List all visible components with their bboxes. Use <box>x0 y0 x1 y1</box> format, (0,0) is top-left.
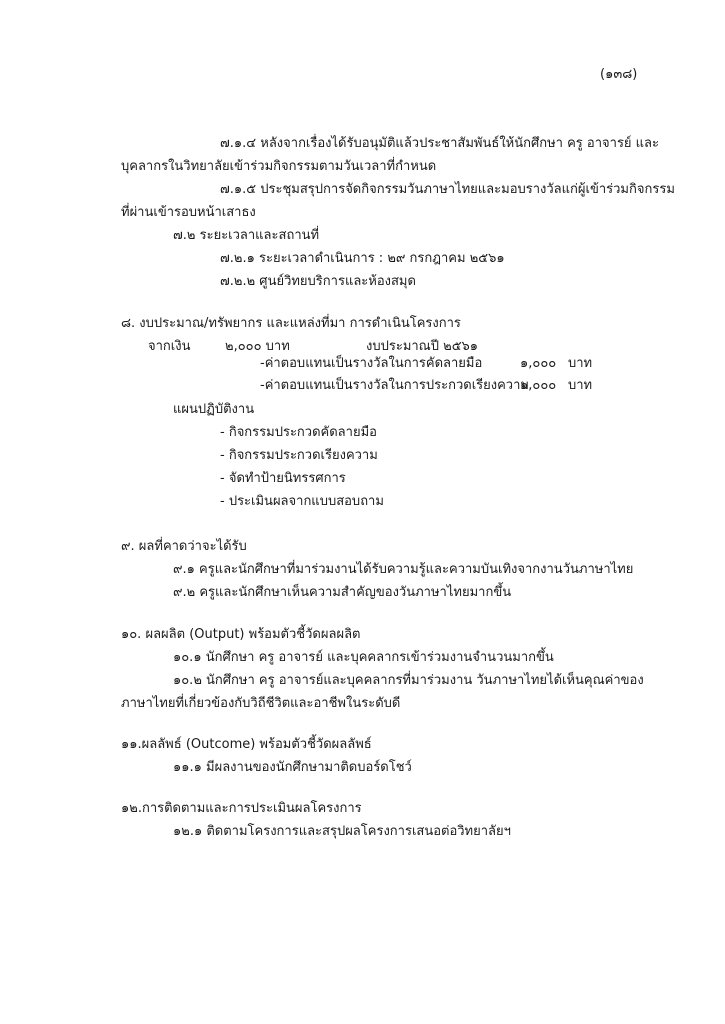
item-9-2: ๙.๒ ครูและนักศึกษาเห็นความสำคัญของวันภาษาไทยมากขึ้น <box>173 585 512 600</box>
plan-item: - กิจกรรมประกวดเรียงความ <box>220 448 378 463</box>
item-7-2-1: ๗.๒.๑ ระยะเวลาดำเนินการ : ๒๙ กรกฎาคม ๒๕๖๑ <box>220 251 505 266</box>
step-7-1-5-line2: ที่ผ่านเข้ารอบหน้าเสาธง <box>121 205 256 220</box>
budget-year: งบประมาณปี ๒๕๖๑ <box>366 339 479 354</box>
step-7-1-5-line1: ๗.๑.๕ ประชุมสรุปการจัดกิจกรรมวันภาษาไทยและมอบรางวัลแก่ผู้เข้าร่วมกิจกรรม <box>220 182 675 197</box>
heading-10: ๑๐. ผลผลิต (Output) พร้อมตัวชี้วัดผลผลิต <box>121 627 361 642</box>
plan-item: - ประเมินผลจากแบบสอบถาม <box>220 494 384 509</box>
heading-8: ๘. งบประมาณ/ทรัพยากร และแหล่งที่มา การดำเนินโครงการ <box>121 316 461 331</box>
item-10-1: ๑๐.๑ นักศึกษา ครู อาจารย์ และบุคคลากรเข้าร่วมงานจำนวนมากขึ้น <box>173 650 554 665</box>
subheading-7-2: ๗.๒ ระยะเวลาและสถานที่ <box>173 228 320 243</box>
plan-item: - จัดทำป้ายนิทรรศการ <box>220 471 346 486</box>
budget-item-amount: ๑,๐๐๐ <box>520 378 557 393</box>
item-7-2-2: ๗.๒.๒ ศูนย์วิทยบริการและห้องสมุด <box>220 274 416 289</box>
item-10-2-line1: ๑๐.๒ นักศึกษา ครู อาจารย์และบุคคลากรที่มาร่วมงาน วันภาษาไทยได้เห็นคุณค่าของ <box>173 673 644 688</box>
budget-source-label: จากเงิน <box>148 339 191 354</box>
item-12-1: ๑๒.๑ ติดตามโครงการและสรุปผลโครงการเสนอต่อวิทยาลัยฯ <box>173 824 511 839</box>
budget-item-amount: ๑,๐๐๐ <box>520 356 557 371</box>
budget-source-amount: ๒,๐๐๐ บาท <box>225 339 290 354</box>
step-7-1-4-line2: บุคลากรในวิทยาลัยเข้าร่วมกิจกรรมตามวันเวลาที่กำหนด <box>121 159 437 174</box>
budget-item-unit: บาท <box>568 378 593 393</box>
item-10-2-line2: ภาษาไทยที่เกี่ยวข้องกับวิถีชีวิตและอาชีพในระดับดี <box>121 696 401 711</box>
budget-item-unit: บาท <box>568 356 593 371</box>
heading-9: ๙. ผลที่คาดว่าจะได้รับ <box>121 539 247 554</box>
page-number: (๑๓๘) <box>600 67 638 82</box>
heading-12: ๑๒.การติดตามและการประเมินผลโครงการ <box>121 801 362 816</box>
plan-item: - กิจกรรมประกวดคัดลายมือ <box>220 425 377 440</box>
item-9-1: ๙.๑ ครูและนักศึกษาที่มาร่วมงานได้รับความรู้และความบันเทิงจากงานวันภาษาไทย <box>173 562 634 577</box>
heading-11: ๑๑.ผลลัพธ์ (Outcome) พร้อมตัวชี้วัดผลลัพธ์ <box>121 737 372 752</box>
step-7-1-4-line1: ๗.๑.๔ หลังจากเรื่องได้รับอนุมัติแล้วประชาสัมพันธ์ให้นักศึกษา ครู อาจารย์ และ <box>220 136 660 151</box>
item-11-1: ๑๑.๑ มีผลงานของนักศึกษามาติดบอร์ดโชว์ <box>173 760 412 775</box>
plan-label: แผนปฏิบัติงาน <box>173 402 255 417</box>
budget-item-desc: -ค่าตอบแทนเป็นรางวัลในการคัดลายมือ <box>260 356 483 371</box>
budget-item-desc: -ค่าตอบแทนเป็นรางวัลในการประกวดเรียงความ <box>260 378 529 393</box>
